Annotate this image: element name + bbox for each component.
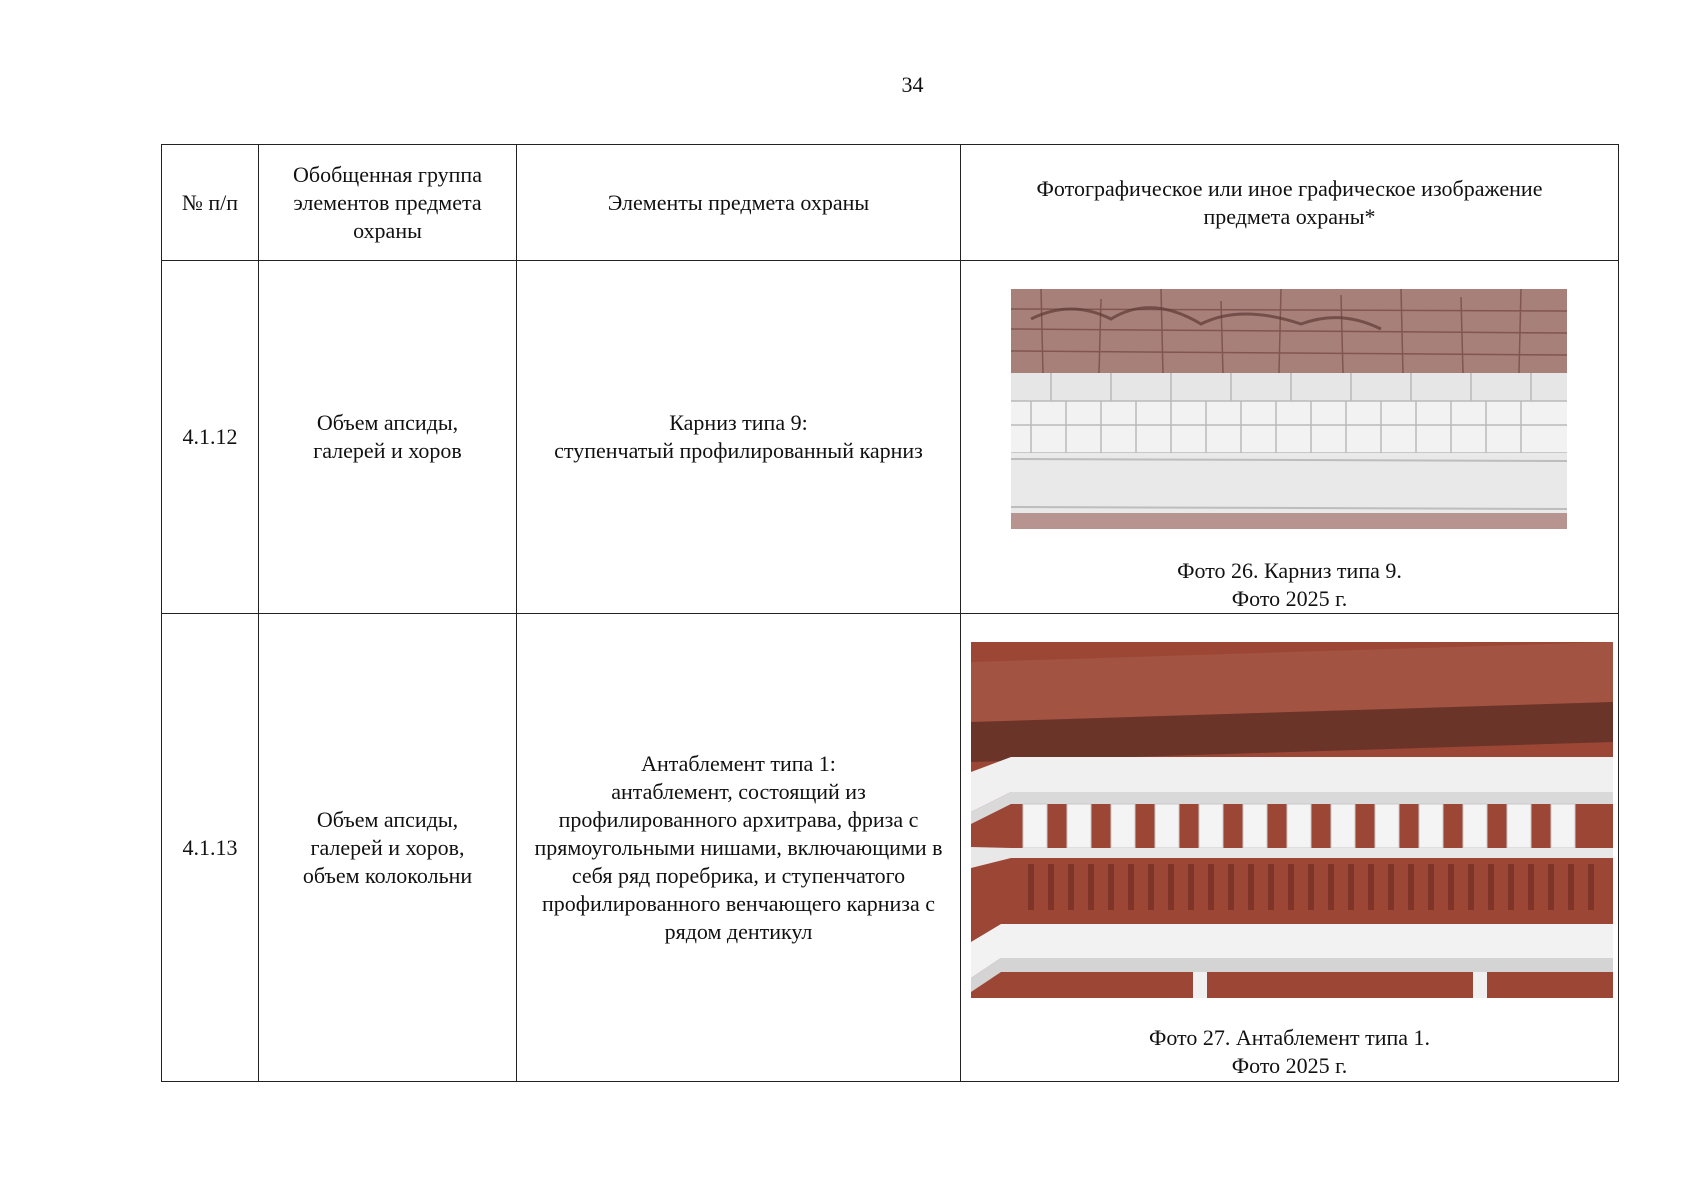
row-photo-cell [961,261,1619,614]
photo-caption-year: Фото 2025 г. [1231,586,1348,611]
element-description: антаблемент, состоящий из профилированного архитрава, фриза с прямоугольными нишами, включающими в себя ряд поребрика, и ступенчатого профилированного венчающего карниза с рядом дентикул [534,778,943,944]
row-photo-cell [961,614,1619,1082]
photo-caption: Фото 26. Карниз типа 9. [1177,558,1402,583]
row-group: Объем апсиды, галерей и хоров [259,261,517,614]
protection-table [161,144,1619,1082]
element-title: Антаблемент типа 1: [641,750,836,776]
row-elements [517,614,961,1082]
cornice-photo [1011,289,1567,529]
header-number: № п/п [162,145,259,261]
element-description: ступенчатый профилированный карниз [554,438,923,463]
element-title: Карниз типа 9: [669,410,808,435]
header-photo: Фотографическое или иное графическое изображение предмета охраны* [961,145,1619,261]
photo-caption: Фото 27. Антаблемент типа 1. [1148,1025,1431,1050]
header-elements: Элементы предмета охраны [517,145,961,261]
table-row [162,261,1619,614]
row-number: 4.1.13 [162,614,259,1082]
table-row [162,614,1619,1082]
row-elements [517,261,961,614]
entablature-photo [971,642,1613,998]
photo-caption-year: Фото 2025 г. [1231,1053,1348,1078]
page-number: 34 [901,72,924,97]
row-number: 4.1.12 [162,261,259,614]
header-group: Обобщенная группа элементов предмета охраны [259,145,517,261]
row-group: Объем апсиды, галерей и хоров, объем колокольни [259,614,517,1082]
table-header-row [162,145,1619,261]
